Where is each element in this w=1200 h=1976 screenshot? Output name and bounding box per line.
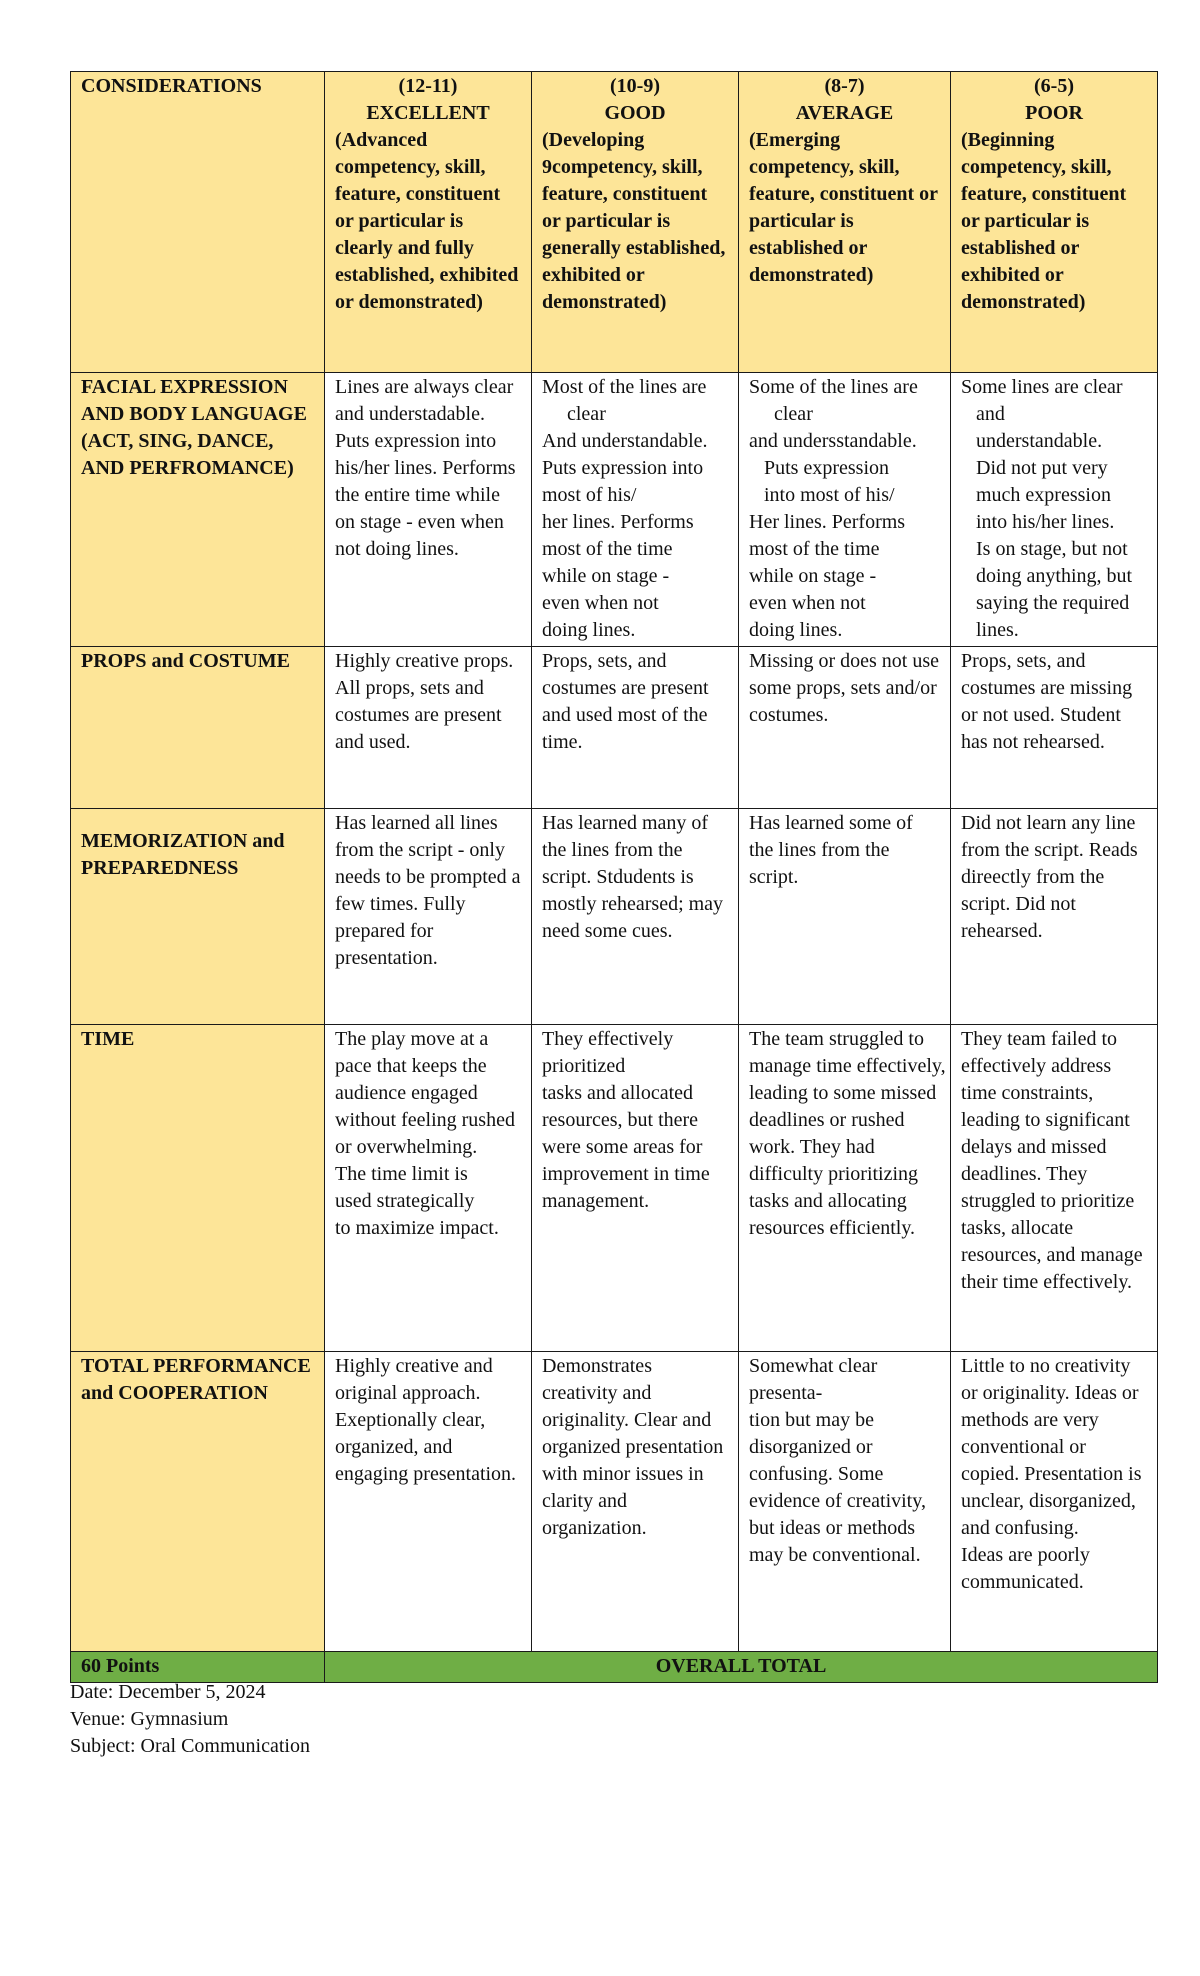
descriptor-good: Demonstrates creativity and originality. Clear and organized presentation with minor issues in clarity and organization. <box>532 1352 739 1652</box>
descriptor-excellent: Has learned all lines from the script - only needs to be prompted a few times. Fully prepared for presentation. <box>325 809 532 1025</box>
level-description: (Beginning competency, skill, feature, constituent or particular is established or exhibited or demonstrated) <box>961 129 1127 313</box>
footer-venue: Venue: Gymnasium <box>70 1708 229 1730</box>
descriptor-average: Some of the lines are clear and undersstandable. Puts expression into most of his/ Her lines. Performs most of the time while on stage - even when not doing lines. <box>739 373 951 647</box>
descriptor-poor: Props, sets, and costumes are missing or not used. Student has not rehearsed. <box>951 647 1158 809</box>
descriptor-poor: They team failed to effectively address time constraints, leading to significant delays and missed deadlines. They struggled to prioritize tasks, allocate resources, and manage their time effectively. <box>951 1025 1158 1352</box>
level-score: (10-9) <box>610 75 660 97</box>
level-score: (8-7) <box>824 75 865 97</box>
level-header-poor <box>951 72 1158 373</box>
level-header-average <box>739 72 951 373</box>
descriptor-poor: Did not learn any line from the script. Reads direectly from the script. Did not rehearsed. <box>951 809 1158 1025</box>
level-score: (12-11) <box>398 75 458 97</box>
criterion-row-total-performance <box>71 1352 1158 1652</box>
criterion-label: MEMORIZATION and PREPAREDNESS <box>71 809 325 1025</box>
criterion-row-facial-expression <box>71 373 1158 647</box>
descriptor-poor: Some lines are clear and understandable. Did not put very much expression into his/her lines. Is on stage, but not doing anything, but saying the required lines. <box>951 373 1158 647</box>
descriptor-average: Has learned some of the lines from the script. <box>739 809 951 1025</box>
criterion-label: TIME <box>71 1025 325 1352</box>
descriptor-average: Somewhat clear presenta- tion but may be disorganized or confusing. Some evidence of creativity, but ideas or methods may be conventional. <box>739 1352 951 1652</box>
descriptor-good: They effectively prioritized tasks and allocated resources, but there were some areas for improvement in time management. <box>532 1025 739 1352</box>
points-cell: 60 Points <box>71 1652 325 1683</box>
header-row <box>71 72 1158 373</box>
level-name: GOOD <box>604 102 666 124</box>
descriptor-average: The team struggled to manage time effectively, leading to some missed deadlines or rushed work. They had difficulty prioritizing tasks and allocating resources efficiently. <box>739 1025 951 1352</box>
level-name: AVERAGE <box>795 102 894 124</box>
level-name: POOR <box>1025 102 1083 124</box>
overall-total-label: OVERALL TOTAL <box>325 1652 1158 1683</box>
criterion-label: TOTAL PERFORMANCE and COOPERATION <box>71 1352 325 1652</box>
descriptor-excellent: The play move at a pace that keeps the audience engaged without feeling rushed or overwhelming. The time limit is used strategically to maximize impact. <box>325 1025 532 1352</box>
level-header-excellent <box>325 72 532 373</box>
level-description: (Advanced competency, skill, feature, constituent or particular is clearly and fully established, exhibited or demonstrated) <box>335 129 519 313</box>
level-description: (Emerging competency, skill, feature, constituent or particular is established or demonstrated) <box>749 129 938 286</box>
descriptor-good: Most of the lines are clear And understandable. Puts expression into most of his/ her lines. Performs most of the time while on stage - even when not doing lines. <box>532 373 739 647</box>
descriptor-excellent: Lines are always clear and understadable. Puts expression into his/her lines. Performs the entire time while on stage - even when not doing lines. <box>325 373 532 647</box>
document-footer <box>70 1679 310 1760</box>
descriptor-good: Props, sets, and costumes are present and used most of the time. <box>532 647 739 809</box>
criterion-label: FACIAL EXPRESSION AND BODY LANGUAGE (ACT, SING, DANCE, AND PERFROMANCE) <box>71 373 325 647</box>
footer-subject: Subject: Oral Communication <box>70 1735 310 1757</box>
criterion-row-memorization <box>71 809 1158 1025</box>
level-description: (Developing 9competency, skill, feature, constituent or particular is generally established, exhibited or demonstrated) <box>542 129 726 313</box>
level-header-good <box>532 72 739 373</box>
descriptor-excellent: Highly creative and original approach. Exeptionally clear, organized, and engaging presentation. <box>325 1352 532 1652</box>
level-name: EXCELLENT <box>366 102 490 124</box>
descriptor-average: Missing or does not use some props, sets and/or costumes. <box>739 647 951 809</box>
considerations-header <box>71 72 325 373</box>
rubric-table <box>70 71 1158 1683</box>
descriptor-good: Has learned many of the lines from the script. Stdudents is mostly rehearsed; may need some cues. <box>532 809 739 1025</box>
footer-date: Date: December 5, 2024 <box>70 1681 266 1703</box>
descriptor-poor: Little to no creativity or originality. Ideas or methods are very conventional or copied. Presentation is unclear, disorganized, and confusing. Ideas are poorly communicated. <box>951 1352 1158 1652</box>
total-row <box>71 1652 1158 1683</box>
descriptor-excellent: Highly creative props. All props, sets and costumes are present and used. <box>325 647 532 809</box>
criterion-label: PROPS and COSTUME <box>71 647 325 809</box>
level-score: (6-5) <box>1034 75 1074 97</box>
considerations-label: CONSIDERATIONS <box>81 75 262 97</box>
criterion-row-props-costume <box>71 647 1158 809</box>
criterion-row-time <box>71 1025 1158 1352</box>
